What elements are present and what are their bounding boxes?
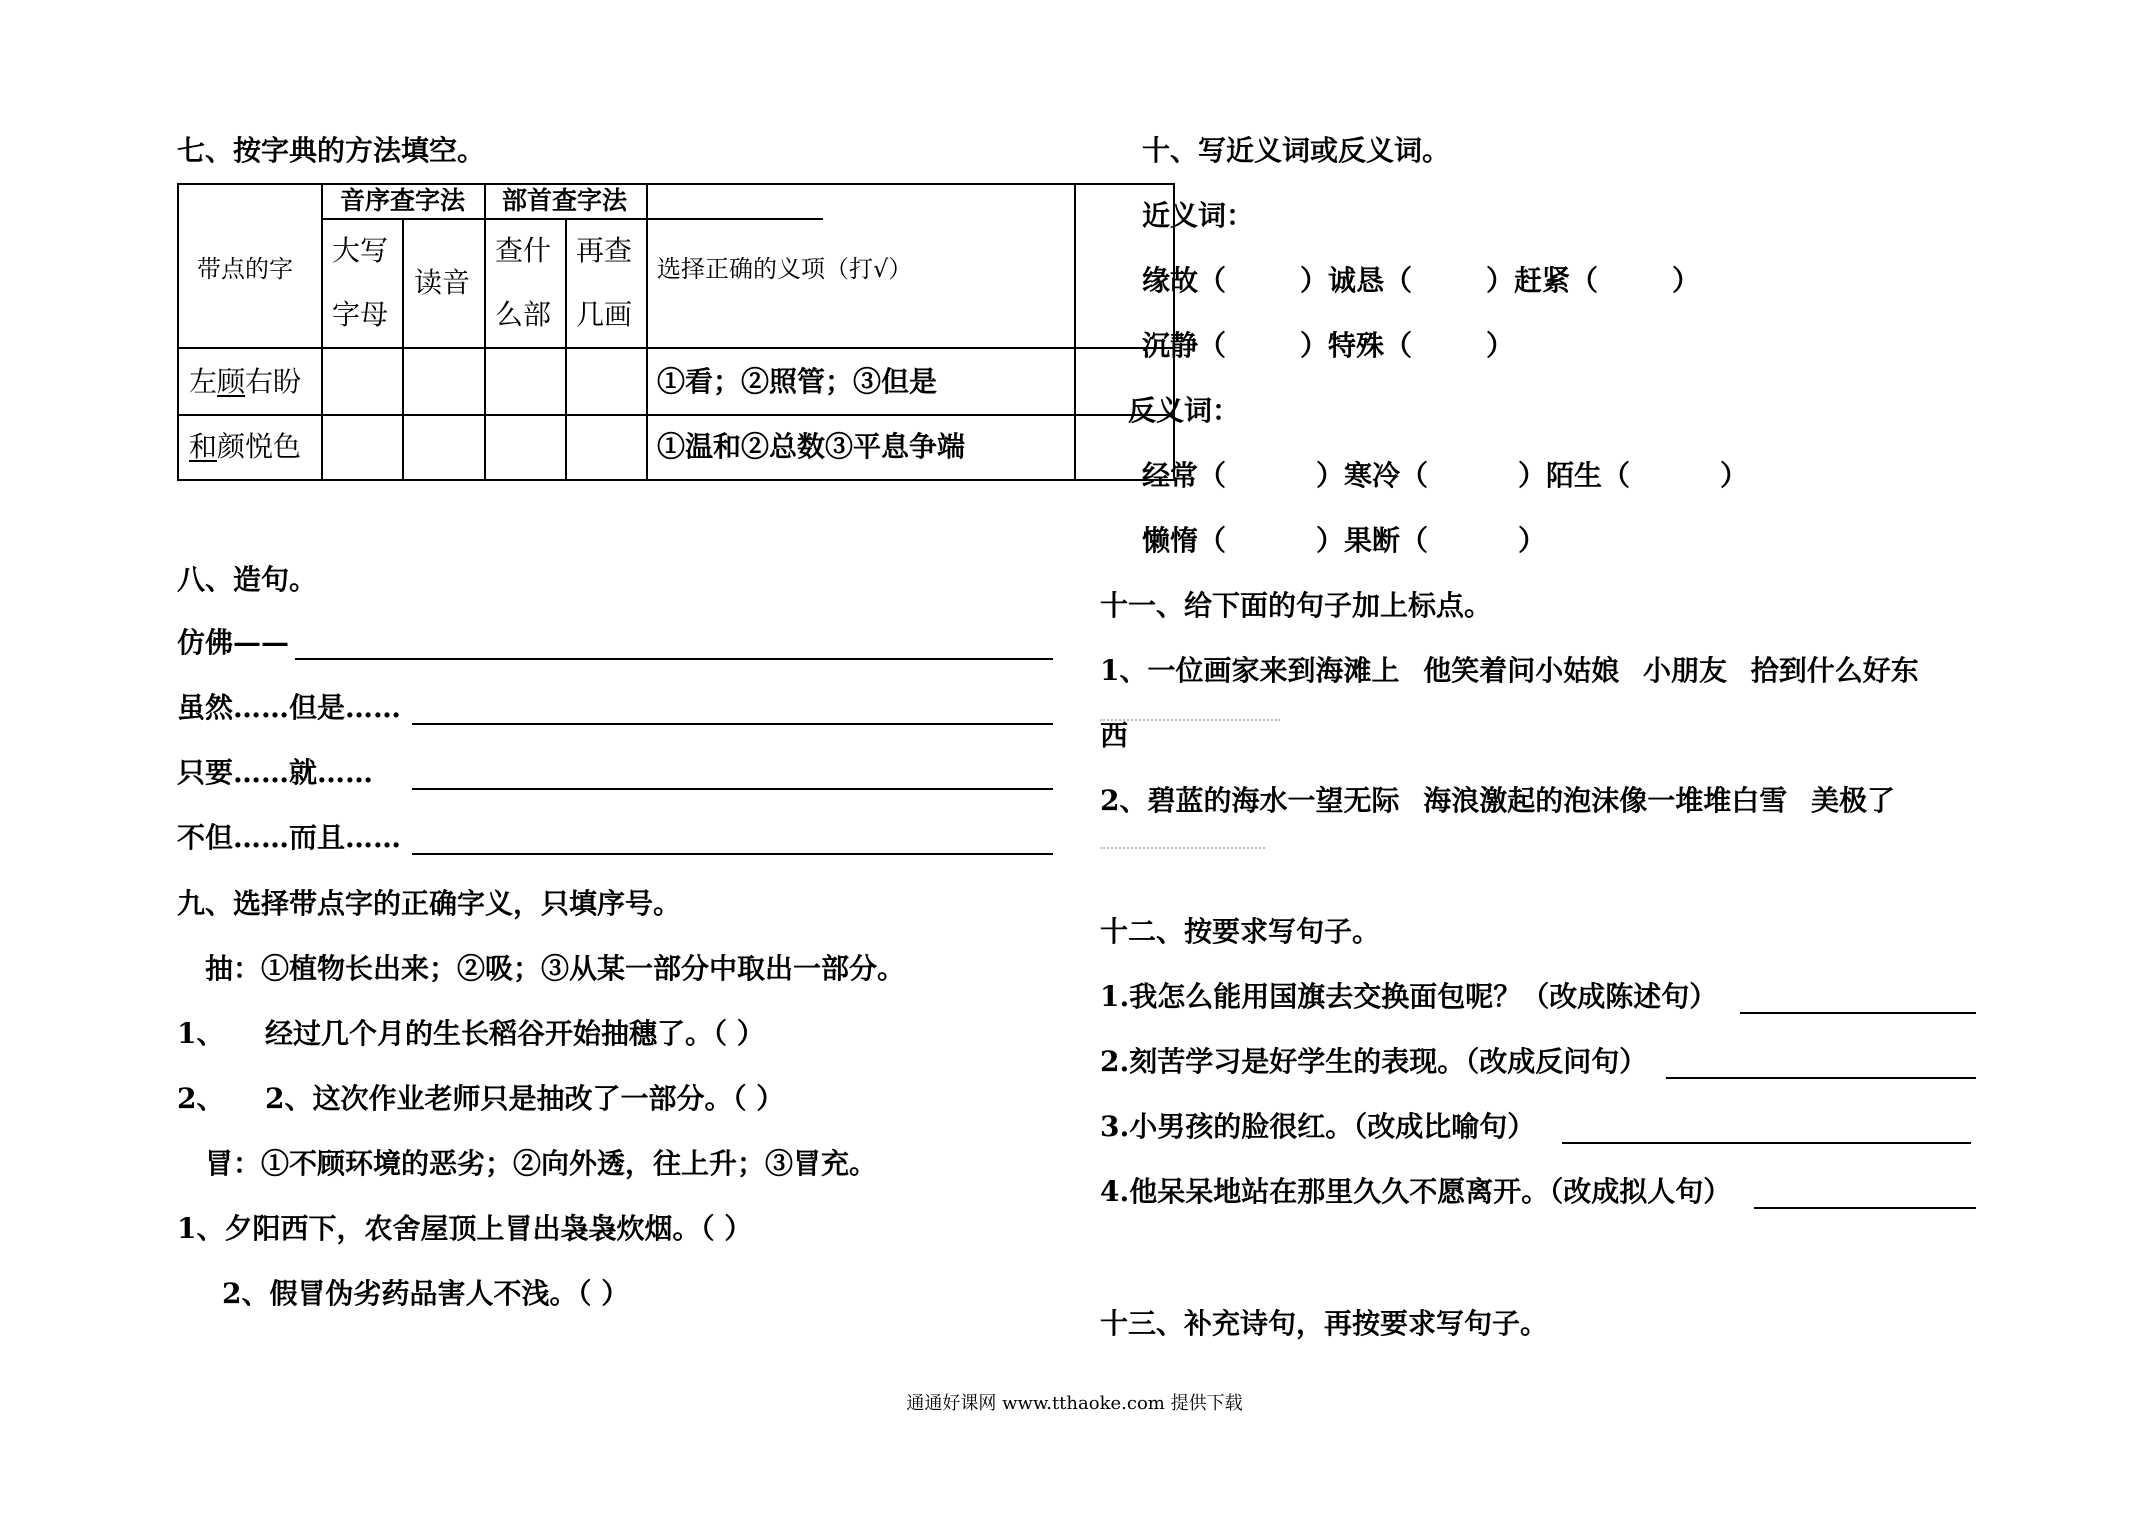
synonym-5-end: ） <box>1486 329 1515 362</box>
row2-options: ①温和②总数③平息争端 <box>657 430 966 463</box>
header-daxie-2: 字母 <box>332 298 389 331</box>
header-zai-1: 再查 <box>576 234 633 267</box>
synonym-row-2 <box>1142 326 1514 366</box>
header-zai-2: 几画 <box>576 298 633 331</box>
sentence-2-prompt: 虽然……但是…… <box>177 691 402 724</box>
synonym-3-end: ） <box>1672 264 1701 297</box>
header-cha-2: 么部 <box>495 298 552 331</box>
q8-title: 八、造句。 <box>177 563 318 596</box>
dotted-guide <box>1100 847 1265 849</box>
antonym-3-end: ） <box>1720 459 1749 492</box>
table-line <box>646 185 648 479</box>
row2-word <box>189 427 301 467</box>
antonym-5: ）果断（ <box>1316 524 1429 557</box>
antonym-label: 反义词： <box>1128 394 1241 427</box>
rewrite-1: 1.我怎么能用国旗去交换面包呢？（改成陈述句） <box>1100 980 1718 1013</box>
row1-word-dot: 顾 <box>217 365 246 398</box>
chou-q2-number: 2、 <box>177 1082 225 1115</box>
header-cha-1: 查什 <box>495 234 552 267</box>
rewrite-3-answer-line[interactable] <box>1562 1142 1971 1144</box>
table-line <box>321 185 323 479</box>
header-choose: 选择正确的义项（打√） <box>657 255 913 283</box>
table-line <box>1074 185 1076 479</box>
header-word: 带点的字 <box>197 255 293 283</box>
sentence-4-prompt: 不但……而且…… <box>177 821 402 854</box>
antonym-4: 懒惰（ <box>1142 524 1227 557</box>
sentence-1-prompt: 仿佛—— <box>177 626 290 659</box>
q11-title: 十一、给下面的句子加上标点。 <box>1100 589 1493 622</box>
q10-title: 十、写近义词或反义词。 <box>1142 134 1451 167</box>
table-line <box>402 218 404 479</box>
antonym-3: ）陌生（ <box>1518 459 1631 492</box>
chou-definition: 抽：①植物长出来；②吸；③从某一部分中取出一部分。 <box>205 952 906 985</box>
rewrite-1-answer-line[interactable] <box>1740 1012 1976 1014</box>
mao-q1: 1、夕阳西下，农舍屋顶上冒出袅袅炊烟。（ ） <box>177 1212 753 1245</box>
antonym-1: 经常（ <box>1142 459 1227 492</box>
rewrite-4-answer-line[interactable] <box>1754 1207 1976 1209</box>
synonym-5: ）特殊（ <box>1300 329 1413 362</box>
antonym-2: ）寒冷（ <box>1316 459 1429 492</box>
antonym-row-2 <box>1142 521 1546 561</box>
sentence-4-answer-line[interactable] <box>412 853 1053 855</box>
q7-title: 七、按字典的方法填空。 <box>177 134 486 167</box>
row1-options: ①看；②照管；③但是 <box>657 365 938 398</box>
header-yinxu: 音序查字法 <box>340 186 466 215</box>
antonym-5-end: ） <box>1518 524 1547 557</box>
q12-title: 十二、按要求写句子。 <box>1100 915 1381 948</box>
punctuation-1-line-2: 西 <box>1100 719 1129 752</box>
table-line <box>565 218 567 479</box>
q9-title: 九、选择带点字的正确字义，只填序号。 <box>177 887 682 920</box>
chou-q1: 经过几个月的生长稻谷开始抽穗了。（ ） <box>265 1017 765 1050</box>
antonym-row-1 <box>1142 456 1748 496</box>
mao-q2: 2、假冒伪劣药品害人不浅。（ ） <box>222 1277 630 1310</box>
table-line <box>179 347 1173 349</box>
table-line <box>179 414 1173 416</box>
row2-word-dot: 和 <box>189 430 218 463</box>
synonym-row-1 <box>1142 261 1700 301</box>
q13-title: 十三、补充诗句，再按要求写句子。 <box>1100 1307 1549 1340</box>
rewrite-4: 4.他呆呆地站在那里久久不愿离开。（改成拟人句） <box>1100 1175 1732 1208</box>
chou-q1-number: 1、 <box>177 1017 225 1050</box>
rewrite-2: 2.刻苦学习是好学生的表现。（改成反问句） <box>1100 1045 1648 1078</box>
dictionary-table <box>177 183 1175 481</box>
punctuation-2: 2、碧蓝的海水一望无际 海浪激起的泡沫像一堆堆白雪 美极了 <box>1100 784 1895 817</box>
sentence-3-prompt: 只要……就…… <box>177 756 374 789</box>
rewrite-3: 3.小男孩的脸很红。（改成比喻句） <box>1100 1110 1536 1143</box>
punctuation-1-line-1: 1、一位画家来到海滩上 他笑着问小姑娘 小朋友 拾到什么好东 <box>1100 654 1919 687</box>
synonym-4: 沉静（ <box>1142 329 1227 362</box>
sentence-2-answer-line[interactable] <box>412 723 1053 725</box>
header-duyin: 读音 <box>414 266 471 299</box>
row1-word-post: 右盼 <box>245 365 302 398</box>
footer-source: 通通好课网 www.tthaoke.com 提供下载 <box>906 1393 1243 1414</box>
row1-word <box>189 362 301 402</box>
table-line <box>484 185 486 479</box>
synonym-2: ）诚恳（ <box>1300 264 1413 297</box>
synonym-label: 近义词： <box>1142 199 1255 232</box>
mao-definition: 冒：①不顾环境的恶劣；②向外透，往上升；③冒充。 <box>205 1147 878 1180</box>
rewrite-2-answer-line[interactable] <box>1666 1077 1976 1079</box>
chou-q2: 2、这次作业老师只是抽改了一部分。（ ） <box>265 1082 785 1115</box>
synonym-1: 缘故（ <box>1142 264 1227 297</box>
header-daxie-1: 大写 <box>332 234 389 267</box>
header-bushou: 部首查字法 <box>502 186 628 215</box>
row2-word-post: 颜悦色 <box>217 430 302 463</box>
synonym-3: ）赶紧（ <box>1486 264 1599 297</box>
row1-word-pre: 左 <box>189 365 218 398</box>
sentence-3-answer-line[interactable] <box>412 788 1053 790</box>
sentence-1-answer-line[interactable] <box>295 658 1053 660</box>
